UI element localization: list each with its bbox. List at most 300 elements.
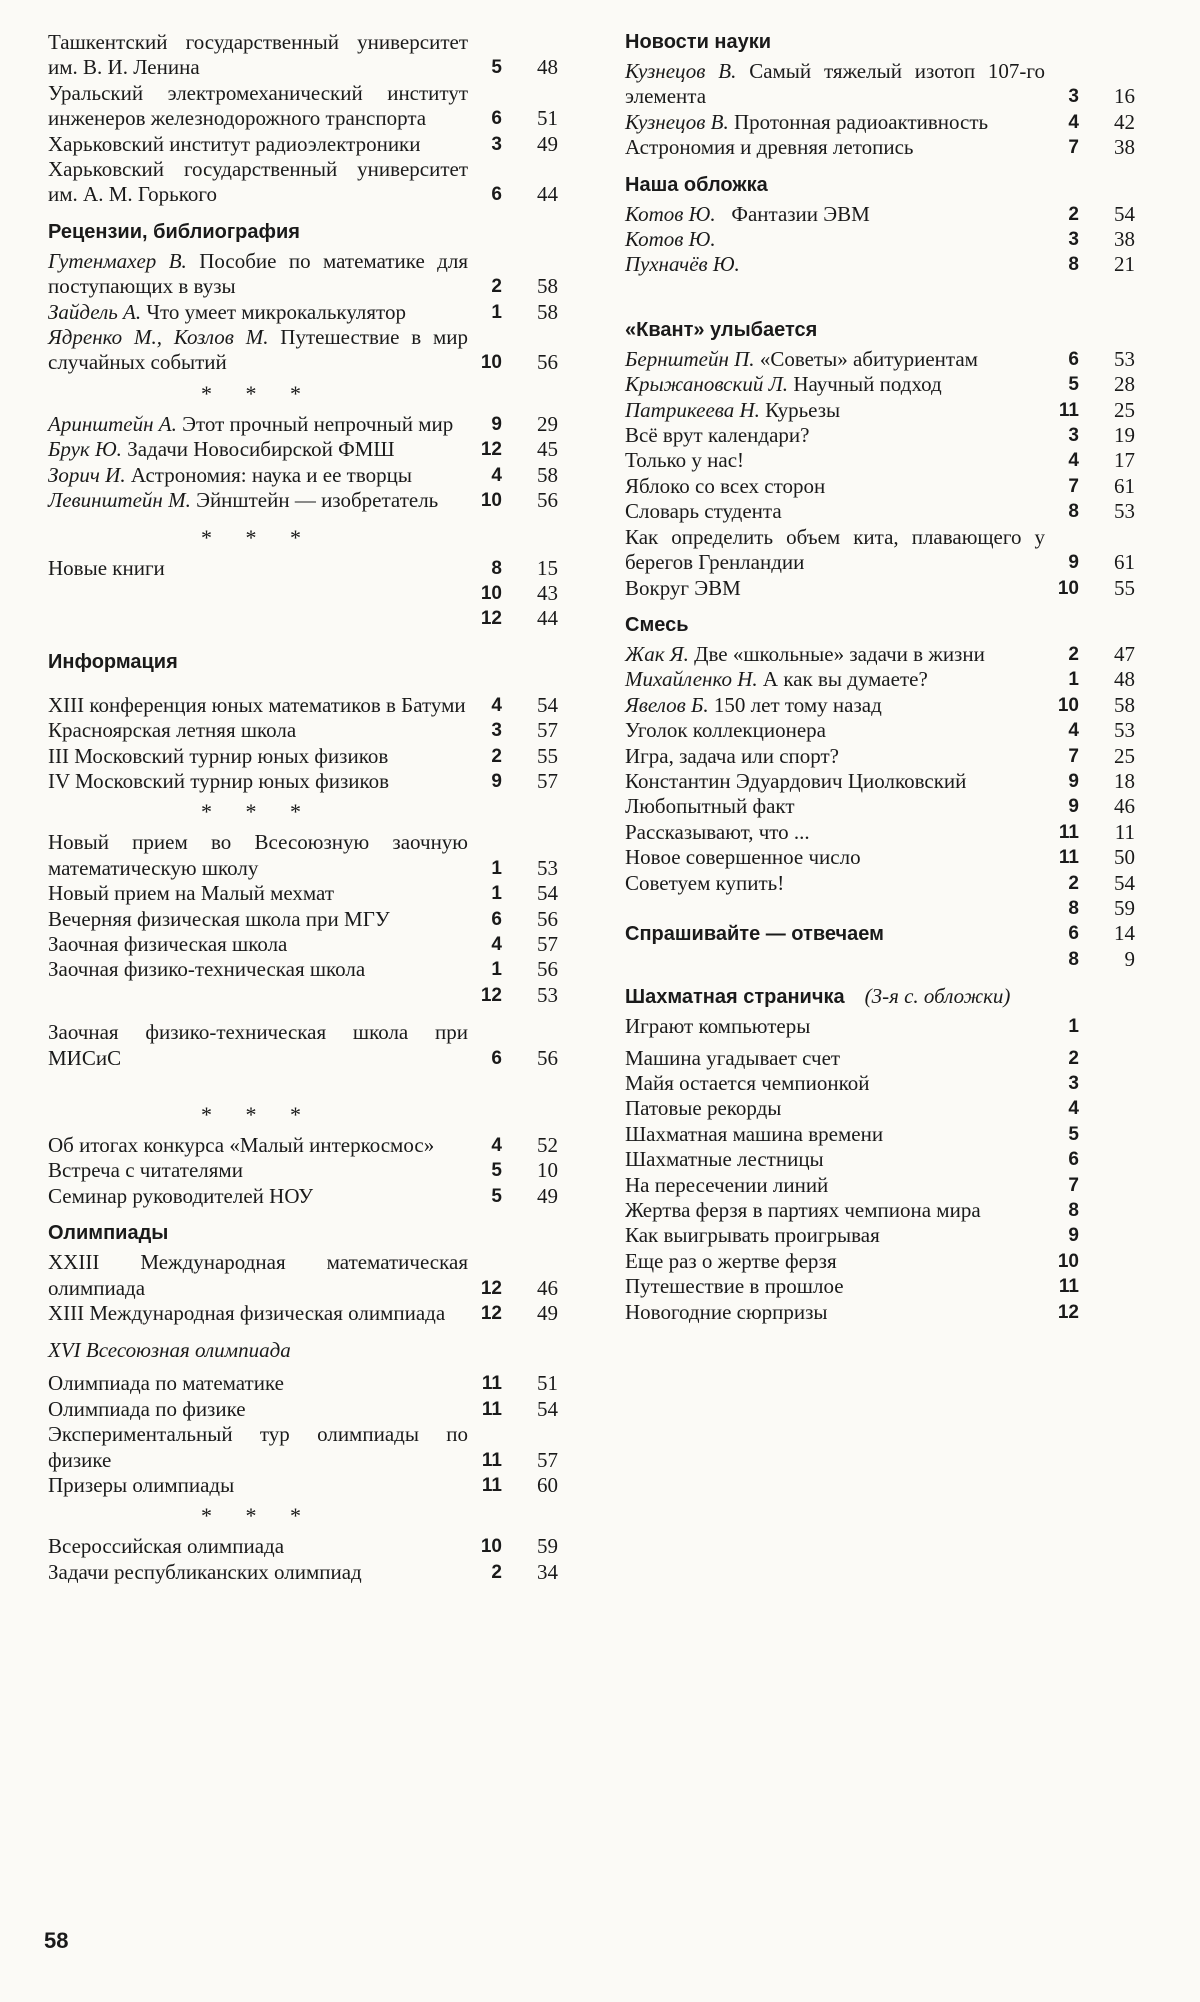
- entry-title: Играют компьютеры: [625, 1014, 811, 1039]
- page-ref: 58: [1114, 692, 1135, 717]
- info-section: [48, 650, 588, 1210]
- entry-title: Ташкентский государственный университет им. В. И. Ленина: [48, 30, 468, 80]
- index-entry: [48, 1422, 588, 1473]
- section-heading: Спрашивайте — отвечаем: [625, 922, 884, 945]
- chess-heading-note: (3-я с. обложки): [864, 984, 1011, 1009]
- index-entry-continuation: [48, 983, 588, 1008]
- entry-title: IV Московский турнир юных физиков: [48, 768, 390, 793]
- issue-number: 2: [1068, 1047, 1079, 1069]
- page-ref: 57: [537, 1447, 558, 1472]
- issue-number: 3: [1068, 86, 1079, 108]
- page-ref: 51: [537, 106, 558, 131]
- entry-title: Словарь студента: [625, 499, 782, 524]
- page-ref: 55: [1114, 575, 1135, 600]
- entry-author: Кузнецов В.: [625, 59, 737, 83]
- issue-number: 2: [491, 1561, 502, 1583]
- page-ref: 47: [1114, 641, 1135, 666]
- index-entry: [625, 110, 1165, 135]
- page-ref: 48: [1114, 667, 1135, 692]
- page-ref: 54: [1114, 201, 1135, 226]
- section-heading: Олимпиады: [48, 1222, 169, 1245]
- entry-title: Протонная радиоактивность: [733, 109, 989, 134]
- page-ref: 59: [537, 1534, 558, 1559]
- index-entry: [625, 1223, 1165, 1248]
- entry-title: Самый тяжелый изотоп 107-го элемента: [625, 59, 1046, 109]
- index-entry: [625, 667, 1165, 692]
- entry-author: Бернштейн П.: [625, 346, 755, 371]
- index-entry: [48, 81, 588, 132]
- section-heading: Смесь: [625, 613, 689, 636]
- index-entry: [625, 59, 1165, 110]
- entry-author: Гутенмахер В.: [48, 248, 187, 273]
- index-entry: [625, 1198, 1165, 1223]
- entry-title: Новый прием во Всесоюзную заочную математическую школу: [48, 830, 468, 880]
- issue-number: 4: [1068, 1098, 1079, 1120]
- issue-number: 4: [1068, 450, 1079, 472]
- entry-title: Заочная физико-техническая школа при МИСиС: [48, 1020, 468, 1070]
- entry-author: Ядренко М., Козлов М.: [48, 325, 269, 350]
- index-entry: [48, 1184, 588, 1209]
- page-ref: 56: [537, 1045, 558, 1070]
- page-ref: 43: [537, 580, 558, 605]
- page-ref: 44: [537, 606, 558, 631]
- entry-title: Семинар руководителей НОУ: [48, 1183, 314, 1208]
- separator-stars: * * *: [201, 1503, 315, 1529]
- index-entry: [48, 556, 588, 581]
- issue-number: 1: [491, 857, 502, 879]
- separator-stars: * * *: [201, 524, 315, 550]
- issue-number: 11: [1058, 847, 1079, 869]
- issue-number: 3: [1068, 1073, 1079, 1094]
- issue-number: 4: [1068, 111, 1079, 133]
- issue-number: 11: [1058, 1276, 1079, 1298]
- issue-number: 4: [491, 1135, 502, 1156]
- entry-title: XIII Международная физическая олимпиада: [48, 1301, 446, 1326]
- page-ref: 34: [537, 1559, 558, 1584]
- entry-title: Советуем купить!: [625, 870, 785, 895]
- entry-title: Об итогах конкурса «Малый интеркосмос»: [48, 1133, 435, 1157]
- section-heading: Наша обложка: [625, 173, 768, 196]
- entry-title: Уральский электромеханический институт инженеров железнодорожного транспорта: [48, 80, 468, 131]
- index-entry: [48, 1158, 588, 1183]
- entry-title: Только у нас!: [625, 448, 745, 473]
- entry-title: Эйнштейн — изобретатель: [196, 488, 439, 513]
- page-ref: 54: [1114, 870, 1135, 895]
- index-entry: [48, 1397, 588, 1422]
- index-entry: [625, 1014, 1165, 1039]
- entry-title: Олимпиада по физике: [48, 1396, 246, 1421]
- page-ref: 49: [537, 1301, 558, 1326]
- issue-number: 4: [1068, 720, 1079, 742]
- issue-number: 12: [480, 439, 502, 461]
- issue-number: 8: [1068, 254, 1079, 276]
- issue-number: 7: [1068, 1174, 1079, 1196]
- issue-number: 2: [1068, 643, 1079, 665]
- index-entry: [625, 921, 1165, 946]
- smiles-section: [625, 318, 1165, 601]
- entry-author: Явелов Б.: [625, 692, 709, 717]
- index-entry: [625, 693, 1165, 718]
- entry-title: Олимпиада по математике: [48, 1371, 284, 1396]
- issue-number: 11: [481, 1398, 502, 1420]
- page-ref: 54: [537, 1396, 558, 1421]
- page-ref: 17: [1114, 448, 1135, 473]
- issue-number: 11: [1058, 399, 1079, 421]
- issue-number: 11: [481, 1475, 502, 1497]
- page-ref: 49: [537, 131, 558, 156]
- entry-title: Заочная физическая школа: [48, 931, 288, 956]
- index-entry: [625, 576, 1165, 601]
- index-entry-continuation: [625, 947, 1165, 972]
- index-entry: [625, 252, 1165, 277]
- entry-title: Как выигрывать проигрывая: [625, 1223, 880, 1248]
- issue-number: 11: [1058, 821, 1079, 843]
- index-entry: [48, 907, 588, 932]
- page-ref: 58: [537, 299, 558, 324]
- index-entry: [625, 820, 1165, 845]
- section-heading: Информация: [48, 650, 178, 673]
- science-news-section: [625, 30, 1165, 161]
- qa-section: [625, 921, 1165, 972]
- entry-title: 150 лет тому назад: [713, 692, 882, 717]
- index-entry: [48, 132, 588, 157]
- entry-title: Вокруг ЭВМ: [625, 575, 741, 600]
- issue-number: 2: [1068, 872, 1079, 894]
- index-entry: [625, 1046, 1165, 1071]
- issue-number: 6: [1068, 348, 1079, 370]
- index-entry: [48, 1473, 588, 1498]
- issue-number: 6: [491, 184, 502, 206]
- index-entry: [48, 1560, 588, 1585]
- index-entry: [625, 372, 1165, 397]
- index-entry: [48, 325, 588, 376]
- issue-number: 2: [491, 276, 502, 298]
- issue-number: 9: [1068, 770, 1079, 792]
- issue-number: 8: [1068, 1200, 1079, 1222]
- entry-title: Всероссийская олимпиада: [48, 1534, 285, 1559]
- page-ref: 57: [537, 931, 558, 956]
- index-entry: [625, 1274, 1165, 1299]
- entry-title: Харьковский институт радиоэлектроники: [48, 131, 421, 156]
- page-ref: 9: [1124, 946, 1135, 971]
- entry-title: Курьезы: [765, 397, 841, 422]
- chess-section: [625, 984, 1165, 1325]
- page-ref: 25: [1114, 397, 1135, 422]
- entry-author: Кузнецов В.: [625, 109, 729, 134]
- entry-title: Задачи Новосибирской ФМШ: [127, 437, 395, 462]
- separator-stars: * * *: [201, 380, 315, 406]
- issue-number: 1: [491, 959, 502, 981]
- subsection-heading: XVI Всесоюзная олимпиада: [48, 1338, 291, 1363]
- entry-title: Вечерняя физическая школа при МГУ: [48, 906, 390, 931]
- issue-number: 6: [1068, 923, 1079, 945]
- issue-number: 12: [480, 984, 502, 1006]
- issue-number: 8: [491, 557, 502, 579]
- page-ref: 21: [1114, 252, 1135, 277]
- section-heading: [625, 984, 1165, 1010]
- index-entry: [625, 135, 1165, 160]
- index-entry: [48, 957, 588, 982]
- index-entry: [625, 718, 1165, 743]
- page-ref: 18: [1114, 768, 1135, 793]
- index-entry: [48, 1534, 588, 1559]
- entry-author: Котов Ю.: [625, 201, 716, 226]
- entry-title: На пересечении линий: [625, 1172, 829, 1197]
- entry-author: Левинштейн М.: [48, 488, 191, 513]
- entry-title: Игра, задача или спорт?: [625, 743, 839, 768]
- page-ref: 57: [537, 718, 558, 743]
- index-entry: [48, 30, 588, 81]
- entry-title: Харьковский государственный университет им. А. М. Горького: [48, 157, 468, 207]
- index-entry: [625, 398, 1165, 423]
- index-entry: [48, 881, 588, 906]
- page-ref: 53: [537, 855, 558, 880]
- entry-title: Новогодние сюрпризы: [625, 1299, 828, 1324]
- index-entry: [48, 300, 588, 325]
- index-entry: [48, 1301, 588, 1326]
- entry-author: Котов Ю.: [625, 227, 716, 252]
- issue-number: 5: [1068, 374, 1079, 396]
- issue-number: 6: [491, 1047, 502, 1069]
- page-ref: 53: [1114, 718, 1135, 743]
- index-entry: [48, 463, 588, 488]
- entry-author: Крыжановский Л.: [625, 372, 789, 397]
- page-ref: 61: [1114, 473, 1135, 498]
- issue-number: 1: [491, 301, 502, 323]
- entry-title: Машина угадывает счет: [625, 1045, 841, 1070]
- index-entry: [48, 693, 588, 718]
- index-entry: [48, 157, 588, 208]
- olympiads-section: [48, 1221, 588, 1585]
- index-entry: [625, 1147, 1165, 1172]
- entry-title: Этот прочный непрочный мир: [182, 411, 454, 436]
- index-entry: [625, 744, 1165, 769]
- index-entry: [625, 202, 1165, 227]
- misc-section: [625, 613, 1165, 921]
- entry-title: Новые книги: [48, 555, 165, 580]
- entry-title: Встреча с читателями: [48, 1158, 243, 1183]
- entry-title: XXIII Международная математическая олимпиада: [48, 1250, 468, 1300]
- index-entry: [625, 423, 1165, 448]
- index-entry-continuation: [625, 896, 1165, 921]
- index-entry: [625, 499, 1165, 524]
- entry-author: Зайдель А.: [48, 299, 142, 324]
- issue-number: 12: [480, 1303, 502, 1325]
- entry-title: Любопытный факт: [625, 794, 795, 819]
- entry-title: Две «школьные» задачи в жизни: [694, 641, 985, 666]
- issue-number: 4: [491, 464, 502, 486]
- page-ref: 56: [537, 957, 558, 982]
- reviews-section: [48, 220, 588, 632]
- page-ref: 53: [1114, 346, 1135, 371]
- entry-title: Задачи республиканских олимпиад: [48, 1559, 362, 1584]
- issue-number: 10: [480, 582, 502, 604]
- index-entry: [48, 932, 588, 957]
- index-entry: [625, 1173, 1165, 1198]
- page-ref: 50: [1114, 845, 1135, 870]
- issue-number: 10: [1057, 1250, 1079, 1272]
- issue-number: 10: [1057, 577, 1079, 599]
- index-entry-continuation: [48, 606, 588, 631]
- page-ref: 49: [537, 1183, 558, 1208]
- index-entry: [625, 1300, 1165, 1325]
- section-heading: Новости науки: [625, 31, 772, 53]
- page-ref: 46: [537, 1275, 558, 1300]
- issue-number: 4: [491, 694, 502, 716]
- index-entry: [48, 769, 588, 794]
- left-column: [48, 30, 588, 1585]
- index-entry: [625, 642, 1165, 667]
- entry-title: А как вы думаете?: [762, 667, 928, 692]
- issue-number: 9: [491, 413, 502, 435]
- issue-number: 10: [480, 352, 502, 374]
- entry-title: Яблоко со всех сторон: [625, 473, 826, 498]
- page-ref: 59: [1114, 895, 1135, 920]
- page-ref: 58: [537, 462, 558, 487]
- issue-number: 8: [1068, 948, 1079, 970]
- page-ref: 58: [537, 274, 558, 299]
- section-heading: «Квант» улыбается: [625, 318, 818, 341]
- index-entry: [48, 744, 588, 769]
- entry-author: Михайленко Н.: [625, 667, 758, 692]
- entry-title: Еще раз о жертве ферзя: [625, 1248, 837, 1273]
- index-entry: [625, 871, 1165, 896]
- page-ref: 38: [1114, 135, 1135, 160]
- index-entry: [48, 830, 588, 881]
- issue-number: 12: [480, 608, 502, 630]
- issue-number: 5: [491, 57, 502, 79]
- index-entry: [625, 794, 1165, 819]
- entry-author: Пухначёв Ю.: [625, 252, 740, 277]
- page-ref: 15: [537, 555, 558, 580]
- entry-title: Астрономия и древняя летопись: [625, 135, 914, 160]
- entry-title: Всё врут календари?: [625, 423, 810, 448]
- entry-title: Экспериментальный тур олимпиады по физике: [48, 1422, 468, 1472]
- index-entry: [48, 412, 588, 437]
- index-entry: [625, 1071, 1165, 1096]
- page-ref: 48: [537, 55, 558, 80]
- entry-title: Как определить объем кита, плавающего у берегов Гренландии: [625, 524, 1045, 575]
- entry-title: Жертва ферзя в партиях чемпиона мира: [625, 1198, 981, 1223]
- right-column: [625, 30, 1165, 1325]
- page-ref: 54: [537, 692, 558, 717]
- separator-stars: * * *: [201, 1102, 315, 1127]
- index-entry: [48, 1371, 588, 1396]
- entry-title: «Советы» абитуриентам: [759, 346, 978, 371]
- page-ref: 55: [537, 743, 558, 768]
- issue-number: 5: [491, 1160, 502, 1182]
- page-ref: 16: [1114, 84, 1135, 109]
- issue-number: 1: [491, 883, 502, 905]
- entry-title: Пособие по математике для поступающих в вузы: [48, 248, 468, 299]
- index-entry: [48, 1020, 588, 1071]
- entry-title: Шахматные лестницы: [625, 1147, 824, 1172]
- entry-title: Красноярская летняя школа: [48, 718, 297, 743]
- index-entry: [625, 1096, 1165, 1121]
- index-entry: [48, 718, 588, 743]
- issue-number: 7: [1068, 475, 1079, 497]
- entry-title: Константин Эдуардович Циолковский: [625, 768, 967, 793]
- entry-title: XIII конференция юных математиков в Батуми: [48, 692, 466, 717]
- entry-author: Аринштейн А.: [48, 411, 177, 436]
- issue-number: 3: [1068, 229, 1079, 251]
- page-ref: 60: [537, 1473, 558, 1498]
- issue-number: 3: [491, 720, 502, 742]
- page-ref: 53: [1114, 499, 1135, 524]
- entry-title: Майя остается чемпионкой: [625, 1071, 870, 1095]
- issue-number: 2: [1068, 203, 1079, 225]
- issue-number: 6: [1068, 1149, 1079, 1171]
- entry-title: III Московский турнир юных физиков: [48, 743, 389, 768]
- issue-number: 12: [1057, 1301, 1079, 1323]
- index-entry: [625, 474, 1165, 499]
- index-entry: [625, 1122, 1165, 1147]
- cover-section: [625, 173, 1165, 278]
- page-ref: 11: [1114, 819, 1135, 844]
- page-ref: 57: [537, 768, 558, 793]
- entry-title: Астрономия: наука и ее творцы: [130, 462, 412, 487]
- index-entry-continuation: [48, 581, 588, 606]
- page-ref: 28: [1114, 372, 1135, 397]
- entry-title: Фантазии ЭВМ: [731, 201, 870, 226]
- index-entry: [625, 227, 1165, 252]
- issue-number: 2: [491, 745, 502, 767]
- page-ref: 52: [537, 1133, 558, 1157]
- page-ref: 29: [537, 411, 558, 436]
- issue-number: 9: [1068, 796, 1079, 818]
- page-ref: 61: [1114, 550, 1135, 575]
- issue-number: 1: [1068, 669, 1079, 691]
- issue-number: 8: [1068, 897, 1079, 919]
- entry-author: Жак Я.: [625, 641, 689, 666]
- index-entry: [48, 1133, 588, 1158]
- page-number: 58: [44, 1928, 69, 1953]
- page-ref: 44: [537, 182, 558, 207]
- issue-number: 12: [480, 1277, 502, 1299]
- issue-number: 6: [491, 908, 502, 930]
- entry-title: Что умеет микрокалькулятор: [146, 299, 406, 324]
- issue-number: 9: [1068, 552, 1079, 574]
- page-ref: 42: [1114, 109, 1135, 134]
- page-ref: 25: [1114, 743, 1135, 768]
- page-ref: 14: [1114, 921, 1135, 946]
- index-entry: [48, 437, 588, 462]
- index-entry: [625, 525, 1165, 576]
- issue-number: 11: [481, 1373, 502, 1395]
- entry-title: Заочная физико-техническая школа: [48, 957, 366, 982]
- index-entry: [48, 249, 588, 300]
- issue-number: 10: [1057, 694, 1079, 716]
- chess-heading-title: Шахматная страничка: [625, 986, 845, 1009]
- entry-title: Путешествие в мир случайных событий: [48, 325, 469, 375]
- separator-stars: * * *: [201, 799, 315, 825]
- index-entry: [625, 1249, 1165, 1274]
- issue-number: 3: [1068, 425, 1079, 447]
- issue-number: 7: [1068, 137, 1079, 159]
- entry-author: Зорич И.: [48, 462, 126, 487]
- index-entry: [625, 845, 1165, 870]
- issue-number: 1: [1068, 1016, 1079, 1038]
- page-ref: 56: [537, 488, 558, 513]
- index-entry: [625, 769, 1165, 794]
- entry-author: Патрикеева Н.: [625, 397, 760, 422]
- entry-title: Рассказывают, что ...: [625, 819, 810, 844]
- issue-number: 10: [480, 490, 502, 512]
- page-ref: 38: [1114, 227, 1135, 252]
- universities-section: [48, 30, 588, 208]
- issue-number: 9: [1068, 1225, 1079, 1247]
- issue-number: 10: [480, 1536, 502, 1558]
